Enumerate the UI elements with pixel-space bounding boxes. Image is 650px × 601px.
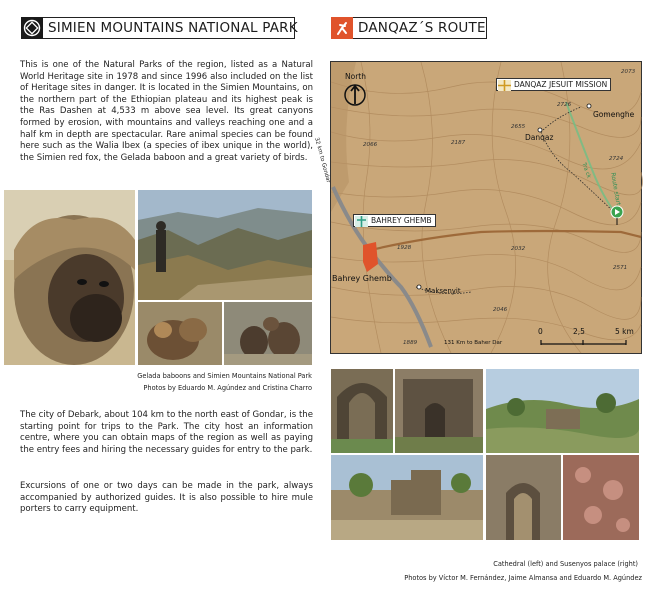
scale-label-5: 5 km xyxy=(615,327,634,336)
elevation-label: 2046 xyxy=(493,307,508,313)
scale-label-2-5: 2,5 xyxy=(573,327,585,336)
gondar-road-label: 32 km to Gondar xyxy=(313,137,332,184)
bahrey-ghemb-label: Bahrey Ghemb xyxy=(332,274,392,283)
gomenghe-label: Gomenghe xyxy=(593,110,635,119)
bahrey-cross-icon xyxy=(355,216,368,227)
hiker-icon xyxy=(331,17,353,39)
elevation-label: 2066 xyxy=(363,142,378,148)
route-start-label: Route start xyxy=(609,172,622,207)
cathedral-photo-1 xyxy=(331,369,393,453)
scale-label-0: 0 xyxy=(538,327,543,336)
cathedral-photo-2 xyxy=(395,369,483,453)
mission-cross-icon xyxy=(498,80,511,91)
right-header-title: DANQAZ´S ROUTE xyxy=(358,20,486,36)
debark-paragraph: The city of Debark, about 104 km to the north east of Gondar, is the starting point for trips to the Park. The city host an information centre, where you can obtain maps of the region as well as paying the entry fees and hiring the necessary guides for entry to the park. xyxy=(20,410,313,455)
north-arrow-icon xyxy=(343,83,367,107)
ruins-photo xyxy=(331,455,483,540)
elevation-label: 2571 xyxy=(613,265,628,271)
bahrey-ghemb-tag xyxy=(353,214,436,227)
north-label: North xyxy=(345,72,366,81)
elevation-label: 1928 xyxy=(397,245,412,251)
left-photo-caption: Gelada baboons and Simien Mountains National Park xyxy=(137,372,312,380)
palace-detail-photo xyxy=(563,455,639,540)
bahrey-tag-label: BAHREY GHEMB xyxy=(371,216,432,225)
stone-window-photo xyxy=(486,455,561,540)
elevation-label: 2187 xyxy=(451,140,466,146)
simien-landscape-photo xyxy=(138,190,312,300)
right-section-header xyxy=(331,17,487,39)
mission-tag-label: DANQAZ JESUIT MISSION xyxy=(514,80,608,89)
left-header-title: SIMIEN MOUNTAINS NATIONAL PARK xyxy=(48,20,298,36)
mission-tag xyxy=(496,78,611,91)
left-photo-credit: Photos by Eduardo M. Agúndez and Cristina Charro xyxy=(143,384,312,392)
palace-landscape-photo xyxy=(486,369,639,453)
gelada-baboon-photo xyxy=(4,190,135,365)
route-map xyxy=(313,61,642,354)
right-photo-credit: Photos by Víctor M. Fernández, Jaime Almansa and Eduardo M. Agúndez xyxy=(404,574,642,582)
elevation-label: 2655 xyxy=(511,124,526,130)
elevation-label: 2726 xyxy=(557,102,572,108)
baboon-group-photo-2 xyxy=(224,302,312,365)
intro-paragraph: This is one of the Natural Parks of the region, listed as a Natural World Heritage site in 1978 and since 1996 also included on the list of Heritage sites in danger. It is located in the Simien Mountains, on the northern part of the Ethiopian plateau and its highest peak is the Ras Dashen at 4,533 m above sea level. Its great canyons formed by erosion, with mountains and valleys reaching one and a half km in depth are spectacular. Rare animal species can be found here such as the Walia Ibex (a species of ibex unique in the world), the Simien red fox, the Gelada baboon and a great variety of birds. xyxy=(20,60,313,163)
elevation-label: 2724 xyxy=(609,156,624,162)
right-photo-caption: Cathedral (left) and Susenyos palace (right) xyxy=(493,560,638,568)
elevation-label: 1889 xyxy=(403,340,418,346)
baboon-group-photo-1 xyxy=(138,302,222,365)
danqaz-label: Danqaz xyxy=(525,133,554,142)
elevation-label: 2073 xyxy=(621,69,636,75)
left-section-header xyxy=(21,17,298,39)
excursions-paragraph: Excursions of one or two days can be made in the park, always accompanied by authorized guides. It is also possible to hire mule porters to carry equipment. xyxy=(20,481,313,515)
route-start-marker-icon xyxy=(610,205,624,225)
world-heritage-icon xyxy=(21,17,43,39)
maksenyit-label: Maksenyit xyxy=(425,287,461,295)
elevation-label: 2032 xyxy=(511,246,526,252)
track-label: Tra ck xyxy=(580,162,592,180)
bahir-dar-road-label: 131 Km to Baher Dar xyxy=(444,340,503,346)
